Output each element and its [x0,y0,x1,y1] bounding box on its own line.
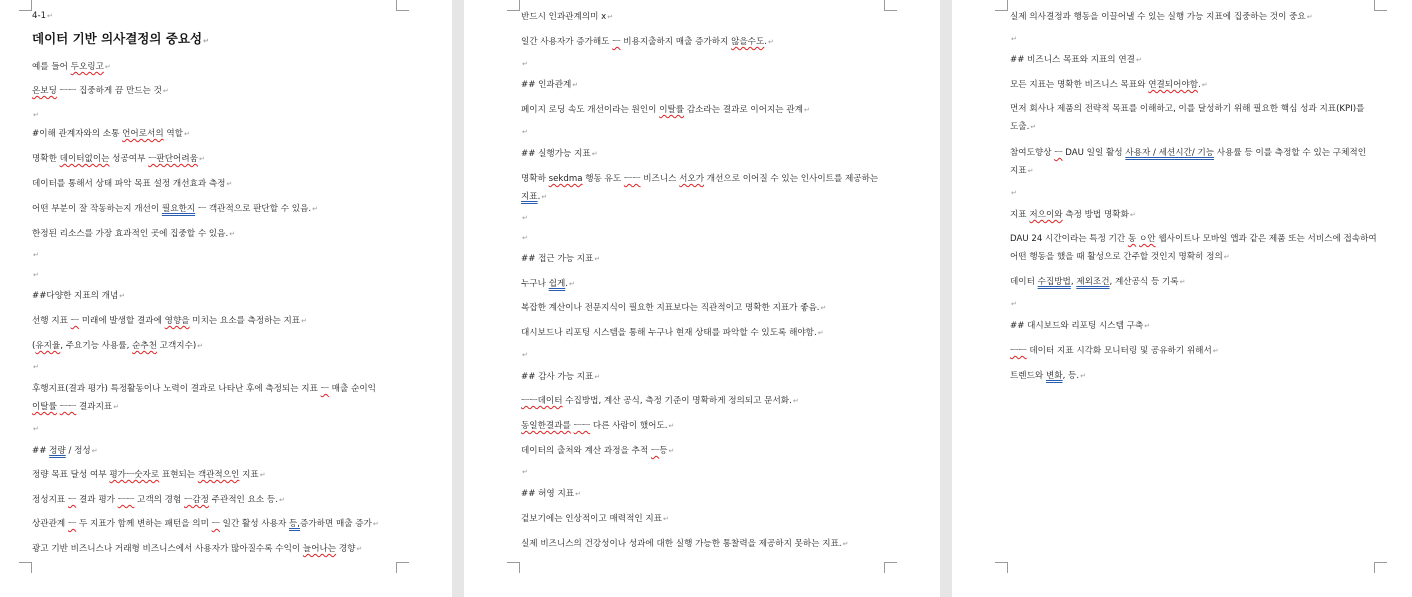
spelling-error: 온보딩 [32,86,57,96]
paragraph-mark: ↵ [1223,253,1230,261]
paragraph-mark: ↵ [817,329,824,337]
paragraph-mark: ↵ [162,87,169,95]
text-line[interactable]: 반드시 인과관계의미 x↵ [521,12,614,22]
empty-line[interactable] [521,126,528,138]
text-line[interactable]: 겉보기에는 인상적이고 매력적인 지표↵ [521,514,669,524]
text-line[interactable]: 일간 사용자가 증가해도 ㅡ 비용지출하지 매출 증가하지 않을수도.↵ [521,37,774,47]
spelling-error: ㅡㅡ [59,402,77,412]
empty-line[interactable] [32,249,39,261]
grammar-error: 제외조건 [1076,277,1110,287]
grammar-error: 필요한지 [161,204,196,214]
paragraph-mark: ↵ [1212,347,1219,355]
text-line[interactable]: 광고 기반 비즈니스나 거래형 비즈니스에서 사용자가 많아질수록 수익이 늘어나는 경향↵ [32,544,363,554]
paragraph-mark: ↵ [1080,372,1086,380]
spelling-error: ㅡㅡ [1010,346,1027,356]
empty-line[interactable] [521,58,528,70]
crop-mark-bottom-left [995,562,1008,573]
spelling-error: ㅡ [612,37,621,47]
text-line[interactable]: 트렌드와 변화, 등.↵ [1010,371,1086,381]
spelling-error: 순추천 [132,341,157,351]
crop-mark-top-right [396,0,409,11]
paragraph-mark: ↵ [113,403,120,411]
text-line[interactable]: 데이터 수집방법, 제외조건, 계산공식 등 기록↵ [1010,277,1186,287]
empty-line[interactable] [32,109,39,121]
spelling-error: 않을수도 [731,37,765,47]
paragraph-mark: ↵ [575,490,581,498]
text-line[interactable]: ## 정량 / 정성↵ [32,446,98,456]
empty-line[interactable] [1010,33,1017,45]
paragraph-mark: ↵ [541,193,548,201]
paragraph-mark: ↵ [522,351,528,359]
paragraph-mark: ↵ [356,545,363,553]
text-line[interactable]: 대시보드나 리포팅 시스템을 통해 누구나 현재 상태를 파악할 수 있도록 해야함.↵ [521,328,824,338]
text-line[interactable]: ## 실행가능 지표↵ [521,149,598,159]
paragraph-mark: ↵ [522,234,528,242]
text-line[interactable]: 명확한 데이터없이는 성공여부 ㅡ판단어려움↵ [32,154,205,164]
document-page-2[interactable] [464,0,940,597]
paragraph-mark: ↵ [522,468,528,476]
paragraph-mark: ↵ [1129,211,1136,219]
paragraph-mark: ↵ [594,255,601,263]
grammar-error: 정량 [49,446,66,456]
paragraph-mark: ↵ [259,471,266,479]
paragraph-mark: ↵ [1011,300,1017,308]
paragraph-mark: ↵ [312,205,318,213]
spelling-error: ㅡㅡ [623,174,641,184]
document-heading[interactable]: 데이터 기반 의사결정의 중요성↵ [32,31,209,46]
paragraph-mark: ↵ [1135,56,1142,64]
spelling-error: 동 [1127,234,1137,244]
text-line[interactable]: ## 인과관계↵ [521,80,579,90]
paragraph-mark: ↵ [1027,167,1034,175]
paragraph-mark: ↵ [229,230,236,238]
spelling-error: ㅡㅡ [573,421,591,431]
paragraph-mark: ↵ [668,422,675,430]
text-line[interactable]: ## 허영 지표↵ [521,489,581,499]
paragraph-mark: ↵ [33,425,39,433]
paragraph-mark: ↵ [372,520,379,528]
text-line[interactable]: 온보딩 ㅡㅡ 집중하게 끔 만드는 것↵ [32,86,169,96]
paragraph-mark: ↵ [183,130,190,138]
empty-line[interactable] [521,466,528,478]
paragraph-mark: ↵ [594,373,601,381]
paragraph-mark: ↵ [119,292,126,300]
grammar-error: 쉽게 [548,279,566,289]
crop-mark-bottom-right [884,562,897,573]
text-line[interactable]: ## 대시보드와 리포팅 시스템 구축↵ [1010,321,1151,331]
text-line[interactable]: 페이지 로딩 속도 개선이라는 원인이 이탈률 감소라는 결과로 이어지는 관계↵ [521,105,810,115]
spelling-error: 언어로서의 [122,129,164,139]
grammar-error: 지표 [521,192,538,202]
spelling-error: 동일한결과를 [521,421,571,431]
paragraph-mark: ↵ [792,397,799,405]
text-line[interactable]: ㅡㅡ 데이터 지표 시각화 모니터링 및 공유하기 위해서↵ [1010,346,1219,356]
grammar-error: 사용자 / 세션시간/ 기능 [1125,148,1215,158]
spelling-error: 평가ㅡ숫자로 [109,470,160,480]
paragraph-mark: ↵ [522,214,528,222]
paragraph-mark: ↵ [842,540,849,548]
spelling-error: 서오가 [679,174,705,184]
spelling-error: ㅡ [650,446,660,456]
text-line[interactable]: 4-1↵ [32,11,53,21]
spelling-error: 저으이와 [1029,210,1063,220]
text-line[interactable]: 후행지표(결과 평가) 특정활동이나 노력이 결과로 나타난 후에 측정되는 지표 ㅡ 매출 순이익 [32,384,376,394]
paragraph-mark: ↵ [668,447,675,455]
spelling-error: 이탈률 [32,402,57,412]
paragraph-mark: ↵ [91,447,98,455]
spelling-error: ㅡ [320,384,329,394]
paragraph-mark: ↵ [1306,13,1313,21]
paragraph-mark: ↵ [203,37,209,45]
paragraph-mark: ↵ [663,515,669,523]
paragraph-mark: ↵ [1144,322,1151,330]
text-line[interactable]: ## 접근 가능 지표↵ [521,254,601,264]
text-line[interactable]: ㅡㅡ데이터 수집방법, 계산 공식, 측정 기준이 명확하게 정의되고 문서화.↵ [521,396,799,406]
crop-mark-bottom-right [1374,562,1387,573]
text-line[interactable]: 실제 비즈니스의 건강성이나 성과에 대한 실행 가능한 통찰력을 제공하지 못하는 지표.↵ [521,539,849,549]
document-page-3[interactable] [952,0,1412,597]
paragraph-mark: ↵ [1201,81,1208,89]
paragraph-mark: ↵ [803,106,810,114]
spelling-error: 데이터없이는 [59,154,110,164]
spelling-error: ㅡ감정 [184,495,209,505]
spelling-error: ㅡㅡ [117,495,135,505]
spelling-error: ㅡ [70,316,79,326]
spelling-error: ㅡ [211,519,220,529]
paragraph-mark: ↵ [607,13,614,21]
text-line[interactable]: 복잡한 계산이나 전문지식이 필요한 지표보다는 직관적이고 명확한 지표가 좋음.↵ [521,303,827,313]
text-line[interactable]: 어떤 행동을 했을 때 활성으로 간주할 것인지 명확히 정의↵ [1010,252,1230,262]
paragraph-mark: ↵ [1011,189,1017,197]
paragraph-mark: ↵ [198,155,205,163]
text-line[interactable]: 실제 의사결정과 행동을 이끌어낼 수 있는 실행 가능 지표에 집중하는 것이 중요↵ [1010,12,1313,22]
paragraph-mark: ↵ [1179,278,1186,286]
spelling-error: 이탈률 [659,105,685,115]
paragraph-mark: ↵ [33,111,39,119]
text-line[interactable]: ##다양한 지표의 개념↵ [32,291,126,301]
spelling-error: 연결되어야함 [1148,80,1198,90]
spelling-error: ㅡㅡ데이터 [521,396,563,406]
grammar-error: 수집방법 [1037,277,1071,287]
grammar-error: 등, [288,519,301,529]
paragraph-mark: ↵ [197,342,204,350]
empty-line[interactable] [1010,187,1017,199]
text-line[interactable]: 데이터를 통해서 상태 파악 목표 설정 개선효과 측정↵ [32,179,233,189]
paragraph-mark: ↵ [33,363,39,371]
empty-line[interactable] [32,423,39,435]
paragraph-mark: ↵ [1030,123,1037,131]
paragraph-mark: ↵ [768,38,774,46]
crop-mark-top-left [507,0,520,11]
paragraph-mark: ↵ [33,251,39,259]
text-line[interactable]: 참여도향상 ㅡ DAU 일일 활성 사용자 / 세션시간/ 기능 사용률 등 이를 측정할 수 있는 구체적인 [1010,148,1366,158]
crop-mark-bottom-left [19,562,32,573]
paragraph-mark: ↵ [301,317,307,325]
paragraph-mark: ↵ [522,60,528,68]
text-line[interactable]: #이해 관계자와의 소통 언어로서의 역할↵ [32,129,190,139]
document-page-1[interactable] [0,0,452,597]
crop-mark-top-right [1374,0,1387,11]
text-line[interactable]: 도출.↵ [1010,122,1037,132]
paragraph-mark: ↵ [47,12,53,20]
spelling-error: 영향을 [164,316,190,326]
paragraph-mark: ↵ [226,180,233,188]
text-line[interactable]: 지표.↵ [521,192,548,202]
text-line[interactable]: ## 감사 가능 지표↵ [521,372,601,382]
text-line[interactable]: ## 비즈니스 목표와 지표의 연결↵ [1010,55,1142,65]
empty-line[interactable] [32,269,39,281]
spelling-error: 객관적으인 [197,470,240,480]
crop-mark-bottom-right [396,562,409,573]
paragraph-mark: ↵ [104,63,111,71]
spelling-error: 유지율 [35,341,61,351]
crop-mark-top-right [884,0,897,11]
text-line[interactable]: 어떤 부분이 잘 작동하는지 개선이 필요한지 ㅡ 객관적으로 판단할 수 있음.↵ [32,204,318,214]
text-line[interactable]: 데이터의 출처와 계산 과정을 추적 ㅡ등↵ [521,446,675,456]
spelling-error: ㅡ판단어려움 [148,154,198,164]
text-line[interactable]: 누구나 쉽게.↵ [521,279,575,289]
paragraph-mark: ↵ [278,496,285,504]
text-line[interactable]: 지표 저으이와 측정 방법 명확화↵ [1010,210,1136,220]
text-line[interactable]: (유지율, 주요기능 사용률, 순추천 고객지수)↵ [32,341,204,351]
empty-line[interactable] [1010,298,1017,310]
paragraph-mark: ↵ [820,304,827,312]
text-line[interactable]: 한정된 리소스를 가장 효과적인 곳에 집중할 수 있음.↵ [32,229,236,239]
paragraph-mark: ↵ [33,271,39,279]
text-line[interactable]: 이탈률 ㅡㅡ 결과지표↵ [32,402,120,412]
paragraph-mark: ↵ [522,128,528,136]
spelling-error: 두오링고 [70,62,104,72]
text-line[interactable]: 정량 목표 달성 여부 평가ㅡ숫자로 표현되는 객관적으인 지표↵ [32,470,266,480]
empty-line[interactable] [521,349,528,361]
text-line[interactable]: 정성지표 ㅡ 결과 평가 ㅡㅡ 고객의 경험 ㅡ감정 주관적인 요소 등.↵ [32,495,285,505]
empty-line[interactable] [521,232,528,244]
text-line[interactable]: 동일한결과를 ㅡㅡ 다른 사람이 했어도.↵ [521,421,675,431]
crop-mark-top-left [995,0,1008,11]
paragraph-mark: ↵ [572,81,579,89]
empty-line[interactable] [521,212,528,224]
spelling-error: ㅇ안 [1139,234,1156,244]
text-line[interactable]: 먼저 회사나 제품의 전략적 목표를 이해하고, 이를 달성하기 위해 필요한 핵심 성과 지표(KPI)를 [1010,104,1365,114]
spelling-error: sekdma [548,174,583,184]
grammar-error: 변화 [1045,371,1063,381]
spelling-error: 늘어나는 [302,544,337,554]
crop-mark-bottom-left [507,562,520,573]
spelling-error: ㅡ [1054,148,1063,158]
text-line[interactable]: DAU 24 시간이라는 특정 기간 동 ㅇ안 웹사이트나 모바일 앱과 같은 제품 또는 서비스에 접속하여 [1010,234,1377,244]
text-line[interactable]: 예를 들어 두오링고↵ [32,62,111,72]
text-line[interactable]: 선행 지표 ㅡ 미래에 발생할 결과에 영향을 미치는 요소를 측정하는 지표↵ [32,316,307,326]
text-line[interactable]: 모든 지표는 명확한 비즈니스 목표와 연결되어야함.↵ [1010,80,1208,90]
crop-mark-top-left [19,0,32,11]
spelling-error: ㅡ [67,519,77,529]
text-line[interactable]: 상관관계 ㅡ 두 지표가 함께 변하는 패턴을 의미 ㅡ 일간 활성 사용자 등,증가하면 매출 증가↵ [32,519,379,529]
text-line[interactable]: 명확하 sekdma 행동 유도 ㅡㅡ 비즈니스 서오가 개선으로 이어질 수 있는 인사이트를 제공하는 [521,174,879,184]
paragraph-mark: ↵ [568,280,575,288]
paragraph-mark: ↵ [591,150,598,158]
paragraph-mark: ↵ [1011,35,1017,43]
text-line[interactable]: 지표↵ [1010,166,1034,176]
empty-line[interactable] [32,361,39,373]
spelling-error: ㅡ [67,495,77,505]
